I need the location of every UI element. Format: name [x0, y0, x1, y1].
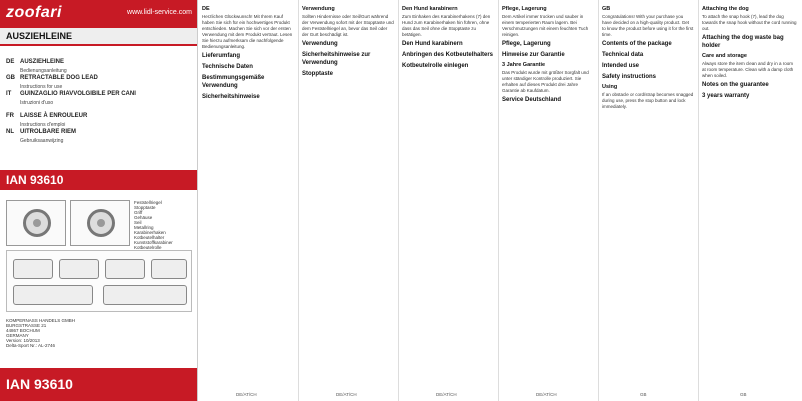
brand-site: www.lidl-service.com [127, 9, 192, 16]
lang-block [6, 82, 192, 106]
lang-sub: Instructions for use [20, 84, 63, 90]
lang-sub: Istruzioni d'uso [20, 100, 54, 106]
part-item: Gehäuse [134, 215, 153, 220]
column-intro: Congratulations! With your purchase you have decided on a high-quality product. Get to know the product before using it for the first time. [602, 14, 694, 38]
page-number: DE/AT/CH [236, 392, 257, 397]
section-heading: Notes on the guarantee [702, 81, 769, 88]
part-item: Feststellriegel [134, 200, 162, 205]
section-heading: Safety instructions [602, 73, 657, 80]
section-heading: Hinweise zur Garantie [502, 51, 565, 58]
section-heading: Anbringen des Kotbeutelhalters [402, 51, 494, 58]
diagram-part [13, 285, 93, 305]
diagram-part [151, 259, 187, 279]
part-item: Kotbeutelrolle [134, 245, 162, 250]
page-number: GB [640, 392, 647, 397]
lang-sub: Gebruiksaanwijzing [20, 138, 64, 144]
cover-panel [0, 0, 198, 401]
column-heading: 3 Jahre Garantie [502, 61, 546, 68]
section-heading: Contents of the package [602, 41, 672, 47]
part-item: Kotbeutelhalter [134, 235, 165, 240]
lang-code: GB [6, 75, 15, 81]
reel-icon [87, 209, 115, 237]
column-intro: Das Produkt wurde mit größter Sorgfalt und unter ständiger Kontrolle produziert. Sie erhalten auf dieses Produkt drei Jahre Garantie ab Kaufdatum. [502, 70, 589, 93]
section-heading: Technische Daten [202, 63, 253, 70]
section-heading: Den Hund karabinern [402, 41, 463, 47]
section-heading: Stopptaste [302, 70, 334, 77]
column-heading: Pflege, Lagerung [502, 6, 547, 12]
column-intro: Dem Artikel immer trocken und sauber in einem temperierten Raum lagern. Bei Verschmutzungen mit einem feuchten Tuch reinigen. [502, 14, 589, 38]
text-column [502, 4, 594, 106]
brand-bar [0, 0, 198, 28]
section-heading: Kotbeutelrolle einlegen [402, 62, 469, 69]
lang-code: NL [6, 129, 14, 135]
lang-code: FR [6, 113, 14, 119]
meta-line: Version: 10/2013 [6, 338, 40, 343]
part-item: Stopptaste [134, 205, 156, 210]
section-heading: Service Deutschland [502, 96, 562, 103]
part-item: Metallring [134, 225, 154, 230]
ian-number: IAN 93610 [6, 173, 64, 187]
ian-number-footer: IAN 93610 [6, 376, 73, 392]
meta-line: Delta-Sport Nr.: AL-2746 [6, 343, 56, 348]
text-column [402, 4, 494, 72]
lang-block [6, 120, 192, 144]
page-number: GB [740, 392, 747, 397]
assembly-diagram [6, 250, 192, 312]
section-heading: Intended use [602, 62, 640, 69]
ian-footer [0, 368, 198, 401]
meta-line: KOMPERNASS HANDELS GMBH [6, 318, 76, 323]
column-intro: To attach the snap hook (7), lead the dog towards the snap hook without the cord running out. [702, 14, 797, 32]
diagram-part [59, 259, 99, 279]
column-lang: GB [602, 6, 611, 12]
lang-title: LAISSE À ENROULEUR [20, 113, 88, 119]
meta-line: 44867 BOCHUM [6, 328, 40, 333]
section-heading: Verwendung [302, 41, 338, 47]
lang-title: AUSZIEHLEINE [20, 59, 65, 65]
section-heading: Technical data [602, 51, 644, 58]
product-photo-b [70, 200, 130, 246]
page-number: DE/AT/CH [336, 392, 357, 397]
column-intro: Herzlichen Glückwunsch! Mit Ihrem Kauf haben Sie sich für ein hochwertiges Produkt entschieden. Machen Sie sich vor der ersten Verwendung mit dem Produkt vertraut. Lesen Sie hierzu aufmerksam die nachfolgende Bedienungsanleitung. [202, 14, 293, 49]
lang-title: UITROLBARE RIEM [20, 129, 76, 135]
page-number: DE/AT/CH [536, 392, 557, 397]
meta-line: BURGSTRASSE 21 [6, 323, 47, 328]
column-intro: Sollten Hindernisse oder Seil/Gurt während der Verwendung sofort mit der Stopptaste und dem Feststellriegel an, bevor das Seil oder der Gurt beschädigt ist. [302, 14, 394, 38]
ian-box [0, 170, 198, 190]
page-number: DE/AT/CH [436, 392, 457, 397]
parts-list [134, 200, 196, 250]
text-column [702, 4, 798, 102]
column-intro: Always store the item clean and dry in a room at room temperature. Clean with a damp cloth when soiled. [702, 61, 794, 78]
part-item: Seil [134, 220, 142, 225]
column-heading: Care and storage [702, 52, 747, 59]
column-lang: DE [202, 6, 210, 12]
part-item: Kunststoffkarabiner [134, 240, 173, 245]
text-column [202, 4, 294, 102]
column-heading: Verwendung [302, 6, 335, 12]
manufacturer-meta [6, 318, 75, 348]
brand-logo: zoofari [6, 4, 62, 21]
part-item: Karabinerhaken [134, 230, 166, 235]
section-heading: Lieferumfang [202, 52, 241, 59]
cover-title: AUSZIEHLEINE [6, 31, 73, 41]
text-column [302, 4, 394, 80]
column-heading: Den Hund karabinern [402, 6, 458, 12]
lang-code: IT [6, 91, 12, 97]
lang-title: RETRACTABLE DOG LEAD [20, 75, 98, 81]
diagram-part [13, 259, 53, 279]
cover-title-bar [0, 28, 198, 46]
text-column [602, 4, 694, 111]
section-heading: Pflege, Lagerung [502, 41, 551, 47]
section-heading: Bestimmungsgemäße Verwendung [202, 74, 265, 89]
section-heading: Sicherheitshinweise zur Verwendung [302, 51, 371, 66]
section-heading: 3 years warranty [702, 92, 750, 99]
column-intro: Zum Einhaken des Karabinerhakens (7) den Hund zum Karabinerhaken hin führen, ohne dass das Seil ohne die Stopptaste zu betätigen. [402, 14, 491, 38]
meta-line: GERMANY [6, 333, 29, 338]
column-intro: If an obstacle or cord/strap becomes snagged during use, press the stop button and lock immediately. [602, 91, 694, 109]
lang-code: DE [6, 59, 15, 65]
lang-title: GUINZAGLIO RIAVVOLGIBILE PER CANI [20, 91, 136, 97]
section-heading: Sicherheitshinweise [202, 93, 260, 100]
diagram-part [105, 259, 145, 279]
lang-sub: Bedienungsanleitung [20, 68, 67, 74]
lang-sub: Instructions d'emploi [20, 122, 66, 128]
column-heading: Attaching the dog [702, 6, 749, 12]
section-heading: Attaching the dog waste bag holder [702, 35, 784, 49]
reel-icon [23, 209, 51, 237]
column-heading: Using [602, 83, 618, 90]
diagram-part [103, 285, 187, 305]
product-photo-a [6, 200, 66, 246]
part-item: Griff [134, 210, 143, 215]
